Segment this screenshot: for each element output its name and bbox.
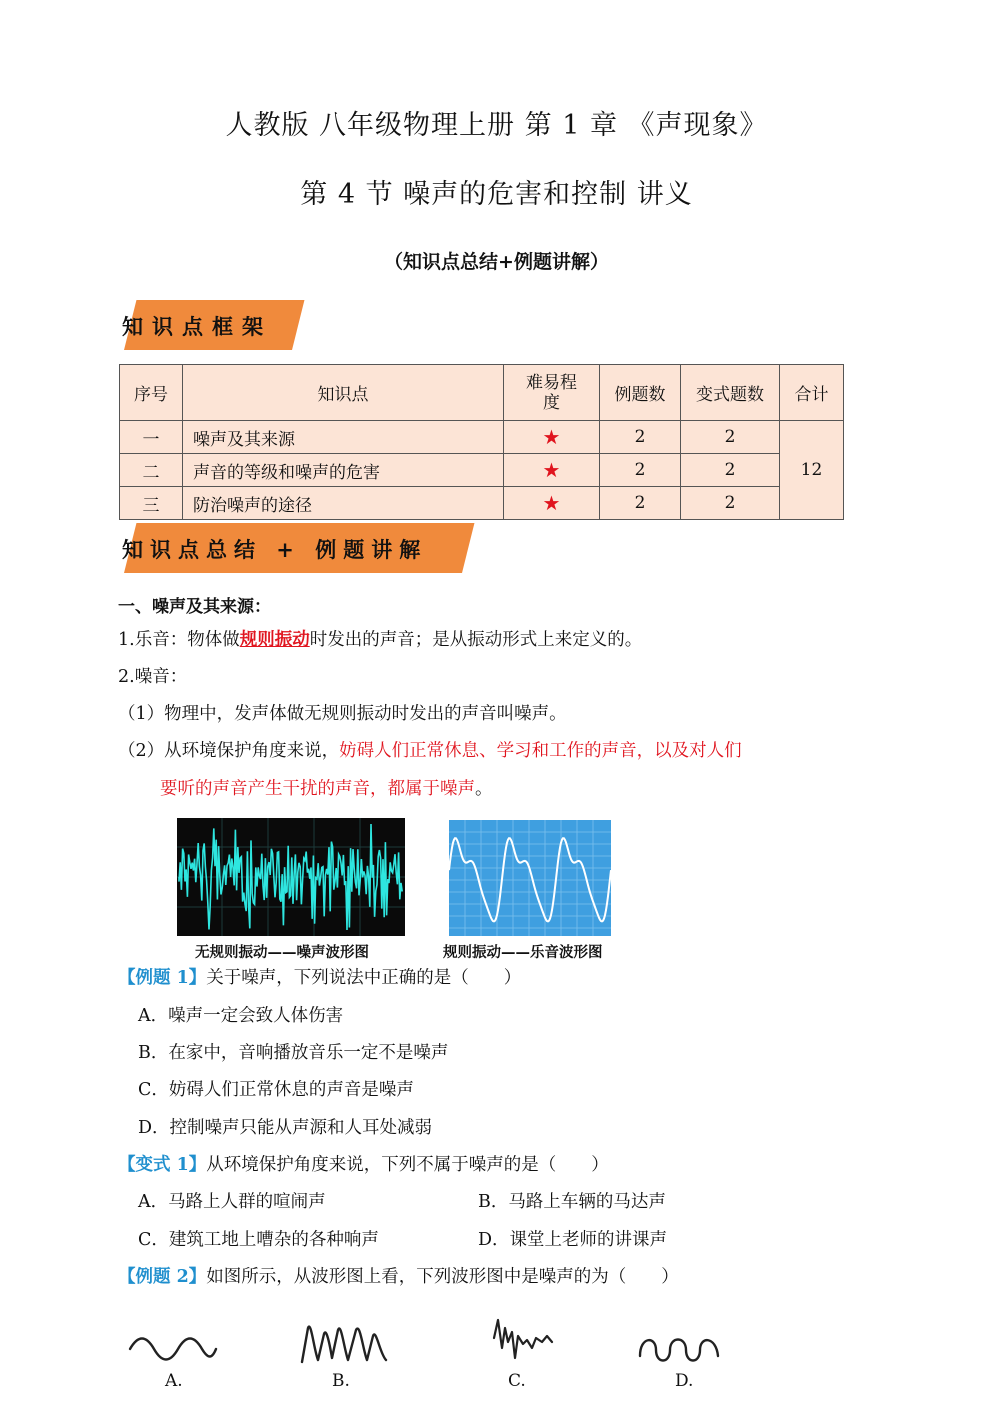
variant1-option-d: D．课堂上老师的讲课声	[478, 1230, 668, 1250]
waveform-d-image	[636, 1328, 724, 1368]
noise-environment-definition: （2）从环境保护角度来说，妨碍人们正常休息、学习和工作的声音，以及对人们	[118, 741, 742, 761]
row-variants: 2	[681, 487, 780, 520]
difficulty-star-icon: ★	[504, 421, 600, 454]
music-waveform-image	[449, 820, 611, 936]
row-number: 二	[120, 454, 183, 487]
row-topic: 声音的等级和噪声的危害	[183, 454, 504, 487]
summary-banner	[112, 523, 462, 573]
document-subtitle: （知识点总结+例题讲解）	[384, 251, 609, 273]
example1-option-b: B．在家中，音响播放音乐一定不是噪声	[138, 1043, 449, 1063]
noise-waveform-image	[177, 818, 405, 936]
regular-vibration-emphasis: 规则振动	[239, 630, 310, 650]
noise-physics-definition: （1）物理中，发声体做无规则振动时发出的声音叫噪声。	[118, 704, 567, 724]
framework-banner	[112, 300, 292, 350]
table-header: 难易程度	[504, 365, 600, 421]
table-header: 例题数	[600, 365, 681, 421]
waveform-b-image	[298, 1320, 390, 1370]
example1-option-a: A．噪声一定会致人体伤害	[138, 1006, 344, 1026]
waveform-a-label: A.	[165, 1371, 183, 1391]
section-title: 第 4 节 噪声的危害和控制 讲义	[300, 179, 693, 210]
example2-question: 【例题 2】如图所示，从波形图上看，下列波形图中是噪声的为（ ）	[118, 1267, 679, 1287]
waveform-a-image	[128, 1325, 218, 1365]
row-number: 一	[120, 421, 183, 454]
row-examples: 2	[600, 454, 681, 487]
table-header-row	[120, 365, 844, 421]
waveform-c-image	[490, 1318, 560, 1364]
variant1-question: 【变式 1】从环境保护角度来说，下列不属于噪声的是（ ）	[118, 1155, 609, 1175]
row-variants: 2	[681, 421, 780, 454]
noise-heading: 2.噪音：	[118, 667, 188, 687]
summary-banner-text: 知识点总结 + 例题讲解	[122, 537, 428, 562]
example1-question: 【例题 1】关于噪声，下列说法中正确的是（ ）	[118, 968, 522, 988]
waveform-d-label: D.	[675, 1371, 694, 1391]
table-header: 变式题数	[681, 365, 780, 421]
waveform-c-label: C.	[508, 1371, 526, 1391]
variant1-option-a: A．马路上人群的喧闹声	[138, 1192, 326, 1212]
noise-caption: 无规则振动——噪声波形图	[195, 945, 369, 961]
row-topic: 噪声及其来源	[183, 421, 504, 454]
difficulty-star-icon: ★	[504, 487, 600, 520]
table-header: 知识点	[183, 365, 504, 421]
row-variants: 2	[681, 454, 780, 487]
example1-option-c: C．妨碍人们正常休息的声音是噪声	[138, 1080, 414, 1100]
total-cell: 12	[780, 421, 844, 520]
difficulty-star-icon: ★	[504, 454, 600, 487]
knowledge-table	[119, 364, 844, 520]
example2-tag: 【例题 2】	[118, 1267, 207, 1287]
table-header: 合计	[780, 365, 844, 421]
waveform-b-label: B.	[332, 1371, 350, 1391]
framework-banner-text: 知识点框架	[122, 314, 272, 339]
row-examples: 2	[600, 487, 681, 520]
document-title: 人教版 八年级物理上册 第 1 章 《声现象》	[225, 110, 768, 141]
table-row	[120, 454, 844, 487]
noise-environment-definition-cont: 要听的声音产生干扰的声音，都属于噪声。	[160, 779, 493, 799]
variant1-tag: 【变式 1】	[118, 1155, 207, 1175]
music-caption: 规则振动——乐音波形图	[443, 945, 603, 961]
table-header: 序号	[120, 365, 183, 421]
music-definition: 1.乐音：物体做规则振动时发出的声音；是从振动形式上来定义的。	[118, 630, 643, 650]
row-examples: 2	[600, 421, 681, 454]
section-heading: 一、噪声及其来源：	[118, 597, 271, 617]
table-row	[120, 487, 844, 520]
example1-option-d: D．控制噪声只能从声源和人耳处减弱	[138, 1118, 433, 1138]
example1-tag: 【例题 1】	[118, 968, 207, 988]
row-number: 三	[120, 487, 183, 520]
variant1-option-c: C．建筑工地上嘈杂的各种响声	[138, 1230, 379, 1250]
table-row	[120, 421, 844, 454]
variant1-option-b: B．马路上车辆的马达声	[478, 1192, 666, 1212]
row-topic: 防治噪声的途径	[183, 487, 504, 520]
